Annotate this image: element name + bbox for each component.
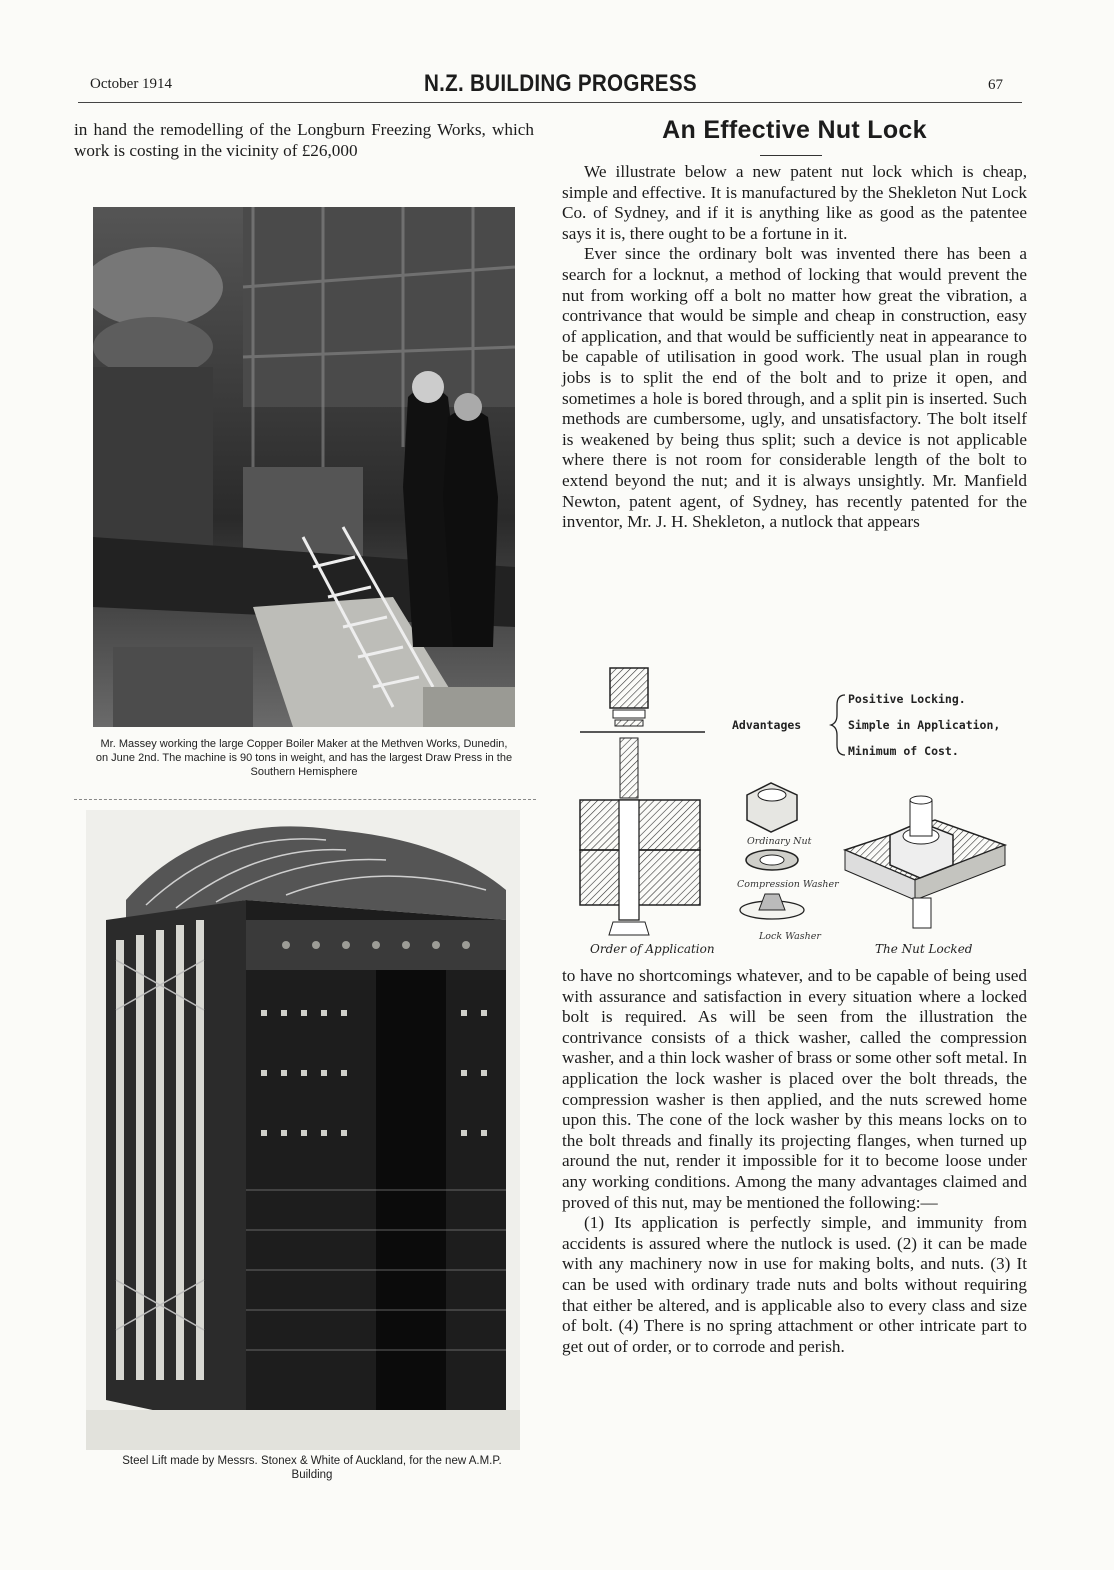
steel-lift-illustration xyxy=(86,810,520,1450)
article-paragraph-4: (1) Its application is perfectly simple, and immunity from accidents is assured where the nutlock is used. (2) it can be made with any machinery now in use for making bolts, and nuts. (3) It can be used with ordinary trade nuts and bolts without requiring that either be altered, and is applicable also to every class and size of bolt. (4) There is no spring attachment or other intricate part to get out of order, or to corrode and perish. xyxy=(562,1213,1027,1356)
nut-lock-diagram xyxy=(575,660,1025,960)
publication-title: N.Z. BUILDING PROGRESS xyxy=(424,70,697,97)
headline-rule xyxy=(760,155,822,156)
page-number: 67 xyxy=(988,77,1003,93)
issue-date: October 1914 xyxy=(90,76,173,92)
article-body-top xyxy=(562,162,1027,533)
lock-washer-label: Lock Washer xyxy=(759,931,821,942)
continuation-paragraph: in hand the remodelling of the Longburn Freezing Works, which work is costing in the vicinity of £26,000 xyxy=(74,120,534,160)
left-continuation-text xyxy=(74,120,534,161)
boiler-maker-photo xyxy=(93,207,515,727)
advantage-minimum-cost: Minimum of Cost. xyxy=(848,744,959,758)
article-body-bottom xyxy=(562,966,1027,1357)
order-of-application-label: Order of Application xyxy=(590,942,715,956)
header-rule xyxy=(78,102,1022,103)
compression-washer-label: Compression Washer xyxy=(737,879,839,890)
steel-lift-photo xyxy=(86,810,520,1450)
advantage-simple-application: Simple in Application, xyxy=(848,718,1001,732)
photo2-caption: Steel Lift made by Messrs. Stonex & White of Auckland, for the new A.M.P. Building xyxy=(122,1455,502,1481)
advantage-positive-locking: Positive Locking. xyxy=(848,692,966,706)
ordinary-nut-label: Ordinary Nut xyxy=(747,836,812,847)
column-separator xyxy=(74,799,536,800)
advantages-label: Advantages xyxy=(732,718,802,732)
article-headline: An Effective Nut Lock xyxy=(662,116,927,144)
article-paragraph-2: Ever since the ordinary bolt was invented there has been a search for a locknut, a method of locking that would prevent the nut from working off a bolt no matter how great the vibration, a contrivance that would be simple and cheap in construction, easy of application, and that would be sufficiently neat in appearance to be capable of utilisation in good work. The usual plan in rough jobs is to split the end of the bolt and to prize it open, and sometimes a hole is bored through, and a split pin is inserted. Such methods are cumbersome, ugly, and unsatisfactory. The bolt itself is weakened by being thus split; such a device is not applicable where there is not room for considerable length of the bolt to extend beyond the nut; and it is always unsightly. Mr. Manfield Newton, patent agent, of Sydney, has recently patented for the inventor, Mr. J. H. Shekleton, a nutlock that appears xyxy=(562,244,1027,532)
nut-locked-label: The Nut Locked xyxy=(875,942,973,956)
article-paragraph-1: We illustrate below a new patent nut lock which is cheap, simple and effective. It is manufactured by the Shekleton Nut Lock Co. of Sydney, and if it is anything like as good as the patentee says it is, there ought to be a fortune in it. xyxy=(562,162,1027,243)
photo1-caption: Mr. Massey working the large Copper Boiler Maker at the Methven Works, Dunedin, on June 2nd. The machine is 90 tons in weight, and has the largest Draw Press in the Southern Hemisphere xyxy=(95,738,513,778)
factory-photo-illustration xyxy=(93,207,515,727)
article-paragraph-3: to have no shortcomings whatever, and to be capable of being used with assurance and satisfaction in every situation where a locked bolt is required. As will be seen from the illustration the contrivance consists of a thick washer, called the compression washer, and a thin lock washer of brass or some other soft metal. In application the lock washer is placed over the bolt threads, the compression washer is then applied, and the nuts screwed home upon this. The cone of the lock washer by this means locks on to the bolt threads and finally its projecting flanges, when turned up around the nut, render it impossible for it to become loose under any working conditions. Among the many advantages claimed and proved of this nut, may be mentioned the following:— xyxy=(562,966,1027,1212)
